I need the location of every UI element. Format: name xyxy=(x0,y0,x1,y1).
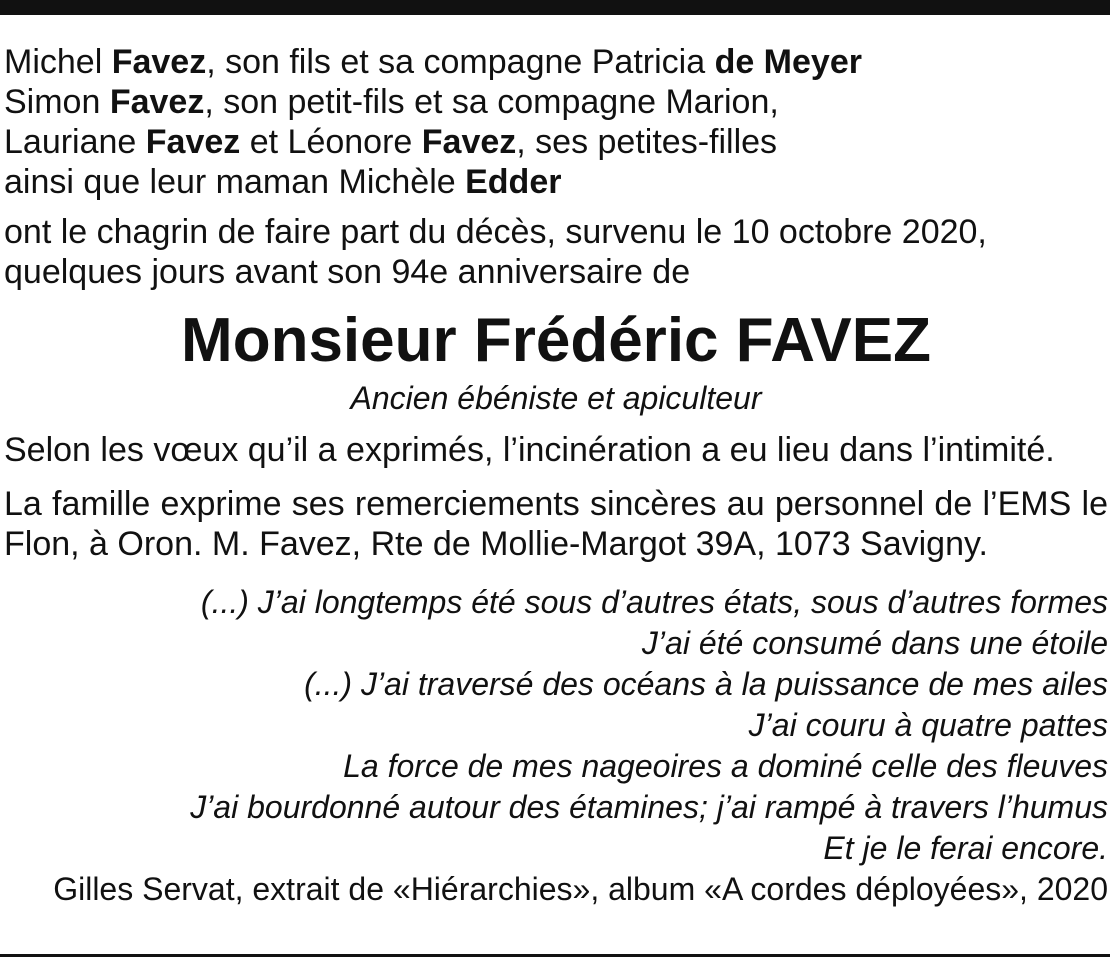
poem-credit: Gilles Servat, extrait de «Hiérarchies», album «A cordes déployées», 2020 xyxy=(53,871,1108,907)
family-text: Lauriane xyxy=(4,123,146,161)
announcement-text: ont le chagrin de faire part du décès, survenu le 10 octobre 2020, quelques jours avant son 94e anniversaire de xyxy=(4,213,987,291)
poem-line: J’ai bourdonné autour des étamines; j’ai rampé à travers l’humus xyxy=(190,789,1108,825)
family-surname: Edder xyxy=(465,163,562,201)
family-line-4 xyxy=(4,162,1108,202)
thanks-text: La famille exprime ses remerciements sincères au personnel de l’EMS le Flon, à Oron. M. Favez, Rte de Mollie-Margot 39A, 1073 Savigny. xyxy=(4,485,1108,563)
wishes-text: Selon les vœux qu’il a exprimés, l’incinération a eu lieu dans l’intimité. xyxy=(4,431,1055,469)
family-line-1 xyxy=(4,42,1108,82)
family-text: , son fils et sa compagne Patricia xyxy=(206,43,715,81)
family-list xyxy=(4,42,1108,202)
family-surname: Favez xyxy=(421,123,517,161)
poem-line: (...) J’ai longtemps été sous d’autres états, sous d’autres formes xyxy=(200,584,1108,620)
poem-line: J’ai été consumé dans une étoile xyxy=(641,625,1108,661)
family-text: et Léonore xyxy=(240,123,422,161)
family-surname: Favez xyxy=(145,123,241,161)
family-text: ainsi que leur maman Michèle xyxy=(4,163,466,201)
family-text: Simon xyxy=(4,83,110,121)
family-text: , ses petites-filles xyxy=(516,123,778,161)
top-rule xyxy=(0,0,1110,15)
poem-line: Et je le ferai encore. xyxy=(823,830,1108,866)
family-surname: Favez xyxy=(109,83,205,121)
deceased-role: Ancien ébéniste et apiculteur xyxy=(350,380,762,416)
family-surname: Favez xyxy=(111,43,207,81)
family-text: , son petit-fils et sa compagne Marion, xyxy=(204,83,779,121)
poem-line: La force de mes nageoires a dominé celle des fleuves xyxy=(343,748,1108,784)
poem-quote xyxy=(4,582,1108,869)
family-surname: de Meyer xyxy=(714,43,862,81)
family-line-2 xyxy=(4,82,1108,122)
deceased-name: Monsieur Frédéric FAVEZ xyxy=(181,306,931,375)
poem-line: (...) J’ai traversé des océans à la puissance de mes ailes xyxy=(304,666,1108,702)
poem-line: J’ai couru à quatre pattes xyxy=(748,707,1108,743)
family-text: Michel xyxy=(4,43,112,81)
obituary-notice xyxy=(4,40,1108,941)
family-line-3 xyxy=(4,122,1108,162)
